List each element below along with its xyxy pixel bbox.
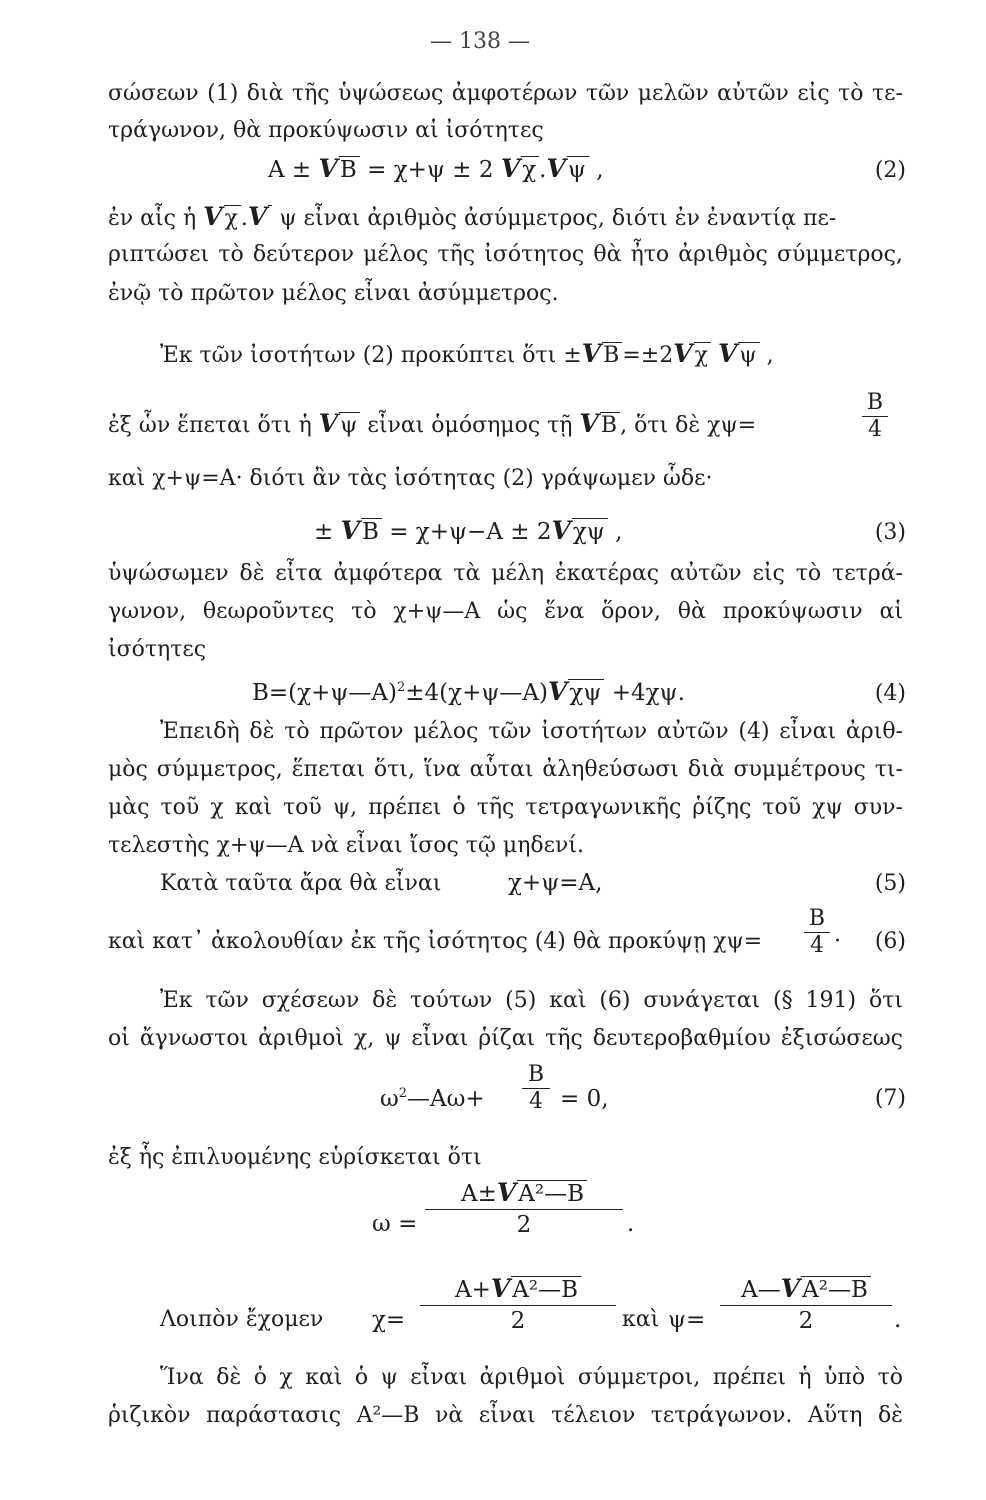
text-line-24: ἐξ ἧς ἐπιλυομένης εὑρίσκεται ὅτι — [108, 1145, 482, 1170]
equation-number-2: (2) — [874, 158, 906, 183]
fraction-b-over-4-eq6: Β 4 — [804, 908, 830, 957]
text-line-12: γωνον, θεωροῦντες τὸ χ+ψ—Α ὡς ἕνα ὅρον, θὰ προκύψωσιν αἱ — [108, 599, 903, 624]
text-line-21: Ἐκ τῶν σχέσεων δὲ τούτων (5) καὶ (6) συνάγεται (§ 191) ὅτι — [160, 988, 903, 1013]
chi-lhs: χ= — [372, 1307, 406, 1333]
radical-sign-icon: V — [780, 1274, 801, 1303]
text-line-4: ἐν αἷς ἡ Vχ .V ψ εἶναι ἀριθμὸς ἀσύμμετρος, διότι ἐν ἐναντίᾳ πε- — [108, 202, 837, 231]
text-line-20: καὶ κατ᾽ ἀκολουθίαν ἐκ τῆς ἰσότητος (4) θὰ προκύψῃ χψ= — [108, 929, 763, 954]
page-number: — 138 — — [430, 29, 530, 54]
equation-4: Β=(χ+ψ—Α)$^2$±4(χ+ψ—Α)Vχψ +4χψ. — [252, 677, 685, 706]
omega-lhs: ω = — [372, 1211, 418, 1237]
radical-sign-icon: V — [318, 154, 338, 183]
text-line-5: ριπτώσει τὸ δεύτερον μέλος τῆς ἰσότητος θὰ ἦτο ἀριθμὸς σύμμετρος, — [108, 242, 903, 267]
text-line-19: Κατὰ ταῦτα ἄρα θὰ εἶναι — [160, 871, 442, 896]
equation-number-4: (4) — [874, 681, 906, 706]
radical-sign-icon: V — [551, 516, 571, 545]
text-line-16: μὸς σύμμετρος, ἕπεται ὅτι, ἵνα αὗται ἀληθεύσωσι διὰ συμμέτρους τι- — [108, 757, 903, 782]
text-line-8: ἐξ ὧν ἕπεται ὅτι ἡ Vψ εἶναι ὁμόσημος τῇ VΒ , ὅτι δὲ χψ= — [108, 409, 757, 438]
radical-sign-icon: V — [496, 1178, 517, 1207]
text-kai: καὶ — [622, 1307, 660, 1332]
equation-number-6: (6) — [874, 929, 906, 954]
text-line-13: ἰσότητες — [108, 637, 207, 662]
equation-7-rhs: = 0, — [560, 1086, 609, 1112]
text-line-22: οἱ ἄγνωστοι ἀριθμοὶ χ, ψ εἶναι ῥίζαι τῆς δευτεροβαθμίου ἐξισώσεως — [108, 1026, 903, 1051]
text-line-11: ὑψώσωμεν δὲ εἶτα ἀμφότερα τὰ μέλη ἑκατέρας αὐτῶν εἰς τὸ τετρά- — [108, 561, 903, 586]
radical-sign-icon: V — [546, 154, 566, 183]
equation-5: χ+ψ=Α, — [508, 870, 603, 896]
text-line-1: σώσεων (1) διὰ τῆς ὑψώσεως ἀμφοτέρων τῶν μελῶν αὐτῶν εἰς τὸ τε- — [108, 81, 903, 106]
radical-sign-icon: V — [717, 339, 738, 368]
text-line-28: ῥιζικὸν παράστασις Α²—Β νὰ εἶναι τέλειον τετράγωνον. Αὕτη δὲ — [108, 1403, 903, 1428]
radical-sign-icon: V — [500, 154, 521, 183]
psi-dot: . — [894, 1307, 902, 1333]
text-line-9: καὶ χ+ψ=Α· διότι ἂν τὰς ἰσότητας (2) γράψωμεν ὧδε· — [108, 466, 713, 491]
radical-sign-icon: V — [673, 339, 693, 368]
text-line-26: Λοιπὸν ἔχομεν — [160, 1307, 324, 1332]
fraction-b-over-4-eq7: Β 4 — [522, 1064, 550, 1113]
text-line-27: Ἵνα δὲ ὁ χ καὶ ὁ ψ εἶναι ἀριθμοὶ σύμμετροι, πρέπει ἡ ὑπὸ τὸ — [160, 1365, 903, 1390]
radical-sign-icon: V — [581, 339, 602, 368]
text-line-7: Ἐκ τῶν ἰσοτήτων (2) προκύπτει ὅτι ±VΒ =±2Vχ Vψ , — [160, 339, 774, 368]
radical-sign-icon: V — [203, 202, 223, 231]
psi-fraction: Α—VΑ²—Β 2 — [720, 1276, 892, 1334]
fraction-b-over-4: Β 4 — [862, 392, 888, 441]
radical-sign-icon: V — [579, 409, 599, 438]
equation-2: Α ± VΒ = χ+ψ ± 2 Vχ .Vψ , — [268, 154, 604, 183]
radical-sign-icon: V — [340, 516, 360, 545]
chi-fraction: Α+VΑ²—Β 2 — [420, 1276, 616, 1334]
equation-number-3: (3) — [874, 520, 906, 545]
text-line-15: Ἐπειδὴ δὲ τὸ πρῶτον μέλος τῶν ἰσοτήτων αὐτῶν (4) εἶναι ἀριθ- — [160, 719, 903, 744]
equation-7: $\omega^2—A\omega+$ — [380, 1086, 485, 1112]
radical-sign-icon: V — [490, 1274, 511, 1303]
radical-sign-icon: V — [547, 677, 568, 706]
text-line-2: τράγωνον, θὰ προκύψωσιν αἱ ἰσότητες — [108, 118, 544, 143]
radical-sign-icon: V — [318, 409, 339, 438]
omega-fraction: Α±VΑ²—Β 2 — [425, 1180, 623, 1238]
psi-lhs: ψ= — [668, 1307, 706, 1333]
equation-number-5: (5) — [874, 871, 906, 896]
radical-sign-icon: V — [247, 202, 268, 231]
equation-3: ± VΒ = χ+ψ−Α ± 2Vχψ , — [314, 516, 623, 545]
omega-dot: . — [627, 1211, 635, 1237]
equation-6-dot: · — [834, 929, 841, 954]
text-line-17: μὰς τοῦ χ καὶ τοῦ ψ, πρέπει ὁ τῆς τετραγωνικῆς ῥίζης τοῦ χψ συν- — [108, 795, 903, 820]
text-line-18: τελεστὴς χ+ψ—Α νὰ εἶναι ἴσος τῷ μηδενί. — [108, 833, 585, 858]
equation-number-7: (7) — [874, 1086, 906, 1111]
text-line-6: ἐνῷ τὸ πρῶτον μέλος εἶναι ἀσύμμετρος. — [108, 281, 559, 306]
